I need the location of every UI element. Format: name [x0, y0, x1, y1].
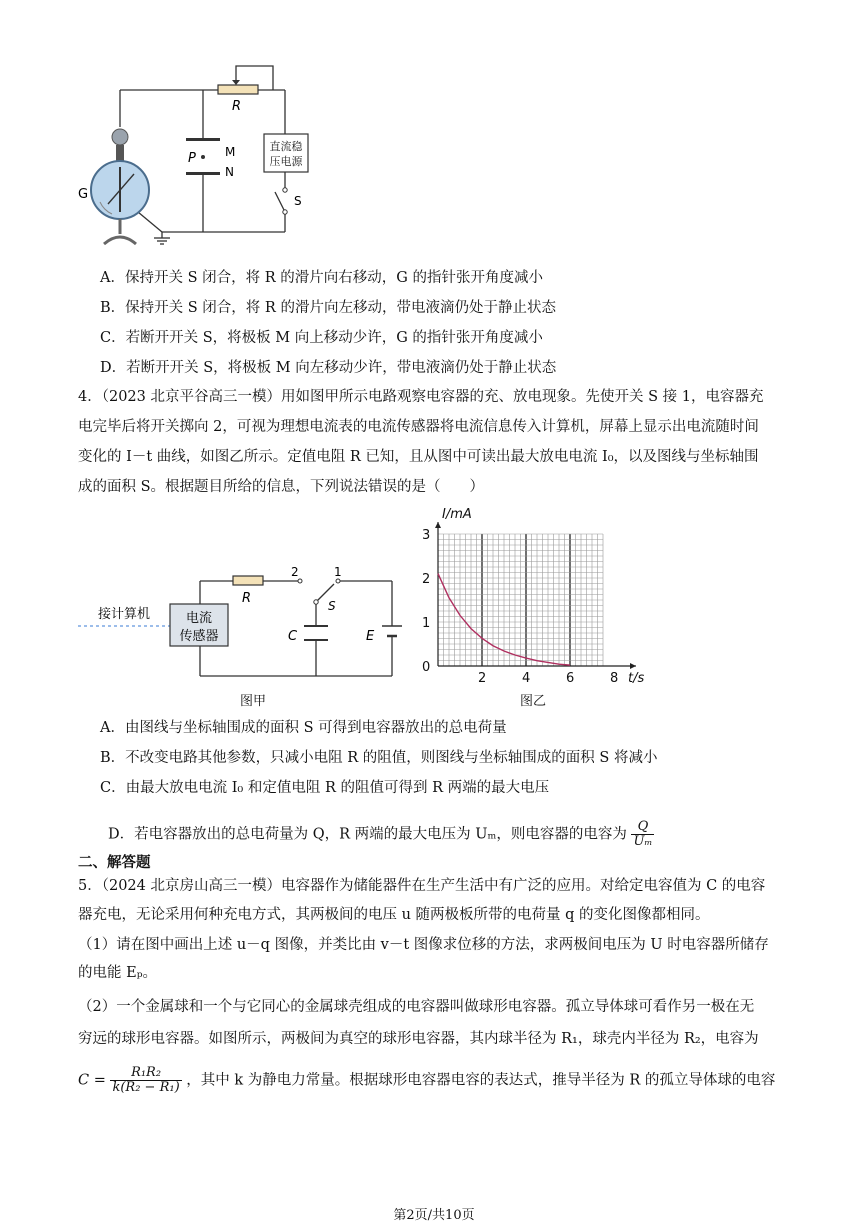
x-tick-label: 4: [522, 671, 531, 686]
label-e: E: [366, 629, 375, 644]
q4-option-b: B．不改变电路其他参数，只减小电阻 R 的阻值，则图线与坐标轴围成的面积 S 将减小: [100, 750, 658, 766]
label-pos1: 1: [334, 565, 342, 579]
q4-text-line-4: 成的面积 S。根据题目所给的信息，下列说法错误的是（ ）: [78, 479, 485, 495]
y-tick-label: 1: [422, 616, 431, 631]
fig-yi-caption: 图乙: [520, 694, 547, 709]
q5-formula-line: [78, 1066, 775, 1095]
capacitance-formula: [110, 1066, 181, 1095]
x-axis-label: t/s: [628, 671, 645, 686]
q4-text-line-2: 电完毕后将开关掷向 2，可视为理想电流表的电流传感器将电流信息传入计算机，屏幕上显示出电流随时间: [78, 419, 759, 435]
x-tick-label: 6: [566, 671, 575, 686]
fig-jia-caption: 图甲: [240, 694, 267, 709]
origin-label: 0: [422, 660, 431, 675]
rheostat-r: [218, 85, 258, 94]
page-footer: 第2页/共10页: [393, 1208, 475, 1223]
label-c: C: [288, 629, 298, 644]
label-r2: R: [242, 591, 252, 606]
label-p: P: [188, 151, 196, 166]
q5-text-line-1: 5．（2024 北京房山高三一模）电容器作为储能器件在生产生活中有广泛的应用。对给定电容值为 C 的电容: [78, 878, 766, 894]
fig-jia-circuit: [78, 556, 408, 706]
x-tick-label: 2: [478, 671, 487, 686]
q5-text-line-5: （2）一个金属球和一个与它同心的金属球壳组成的电容器叫做球形电容器。孤立导体球可看作另一极在无: [78, 999, 755, 1015]
y-tick-label: 2: [422, 572, 431, 587]
label-n: N: [225, 165, 234, 179]
label-s: S: [294, 194, 302, 208]
y-tick-label: 3: [422, 528, 431, 543]
formula-tail: ，其中 k 为静电力常量。根据球形电容器电容的表达式，推导半径为 R 的孤立导体球的电容: [186, 1072, 776, 1089]
capacitance-fraction: [631, 820, 654, 849]
y-axis-arrow: [435, 522, 441, 528]
section-heading: 二、解答题: [78, 855, 151, 871]
label-g: G: [78, 187, 89, 202]
q3-option-c: C．若断开开关 S，将极板 M 向上移动少许，G 的指针张开角度减小: [100, 330, 543, 346]
label-r: R: [232, 99, 242, 114]
q4-text-line-1: 4．（2023 北京平谷高三一模）用如图甲所示电路观察电容器的充、放电现象。先使开关 S 接 1，电容器充: [78, 389, 764, 405]
computer-label: 接计算机: [98, 607, 151, 622]
q3-option-a: A．保持开关 S 闭合，将 R 的滑片向右移动，G 的指针张开角度减小: [100, 270, 543, 286]
power-supply-label-1: 直流稳: [269, 140, 303, 153]
q5-text-line-4: 的电能 Eₚ。: [78, 965, 157, 981]
x-axis-arrow: [630, 663, 636, 669]
formula-lhs: C =: [78, 1072, 106, 1089]
electrometer-circuit-figure: [78, 52, 318, 258]
resistor-r: [233, 576, 263, 585]
q4-option-c: C．由最大放电电流 I₀ 和定值电阻 R 的阻值可得到 R 两端的最大电压: [100, 780, 550, 796]
i-t-chart: [410, 508, 650, 688]
q4-option-a: A．由图线与坐标轴围成的面积 S 可得到电容器放出的总电荷量: [100, 720, 507, 736]
formula-numerator: R₁R₂: [110, 1066, 181, 1081]
formula-denominator: k(R₂ − R₁): [112, 1080, 180, 1095]
label-pos2: 2: [291, 565, 299, 579]
x-tick-label: 8: [610, 671, 619, 686]
q4-option-d: [108, 820, 654, 849]
q3-option-d: D．若断开开关 S，将极板 M 向左移动少许，带电液滴仍处于静止状态: [100, 360, 557, 376]
q3-option-b: B．保持开关 S 闭合，将 R 的滑片向左移动，带电液滴仍处于静止状态: [100, 300, 556, 316]
q4-option-d-text: D．若电容器放出的总电荷量为 Q，R 两端的最大电压为 Uₘ，则电容器的电容为: [108, 826, 627, 843]
q5-text-line-6: 穷远的球形电容器。如图所示，两极间为真空的球形电容器，其内球半径为 R₁，球壳内半径为 R₂，电容为: [78, 1031, 759, 1047]
label-s2: S: [328, 599, 336, 613]
fraction-denominator: Uₘ: [633, 834, 653, 849]
electrometer-g: [91, 129, 149, 244]
fraction-numerator: Q: [631, 820, 654, 835]
y-axis-label: I/mA: [442, 508, 472, 522]
q4-text-line-3: 变化的 I－t 曲线，如图乙所示。定值电阻 R 已知，且从图中可读出最大放电电流 I₀，以及图线与坐标轴围: [78, 449, 759, 465]
sensor-label-2: 传感器: [179, 629, 219, 644]
q5-text-line-2: 器充电，无论采用何种充电方式，其两极间的电压 u 随两极板所带的电荷量 q 的变化图像都相同。: [78, 907, 710, 923]
q5-text-line-3: （1）请在图中画出上述 u－q 图像，并类比由 v－t 图像求位移的方法，求两极间电压为 U 时电容器所储存: [78, 937, 769, 953]
sensor-label-1: 电流: [185, 611, 213, 626]
power-supply-label-2: 压电源: [269, 155, 303, 168]
label-m: M: [225, 145, 236, 159]
